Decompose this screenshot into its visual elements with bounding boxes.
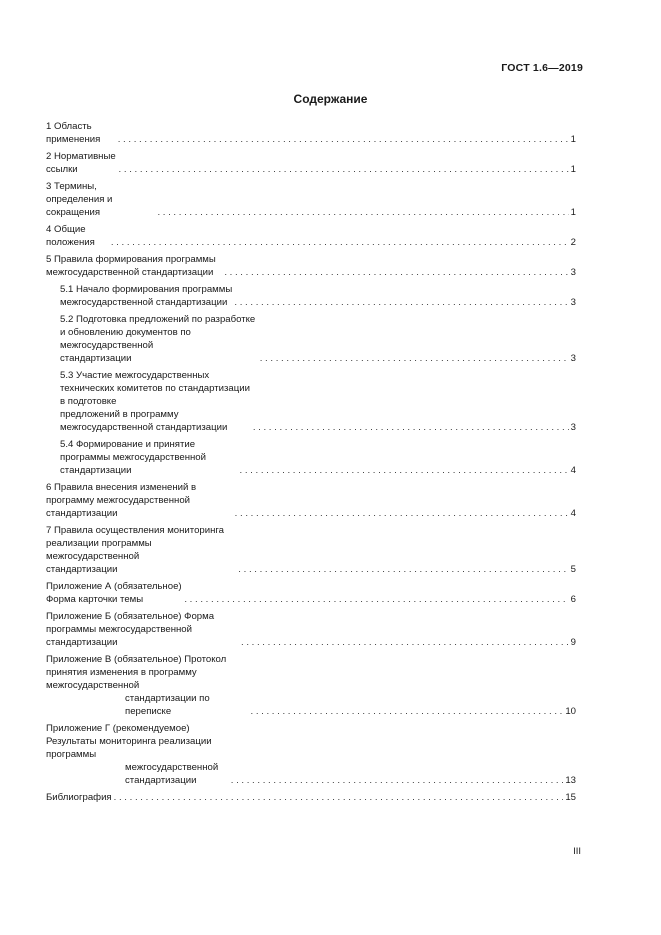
toc-entry[interactable] xyxy=(46,481,576,520)
toc-entry-label xyxy=(46,223,109,249)
toc-entry[interactable] xyxy=(46,369,576,434)
toc-entry-page: 3 xyxy=(570,353,576,364)
toc-entry-line: 5.4 Формирование и принятие программы межгосударственной стандартизации xyxy=(60,439,207,476)
toc-entry-line: стандартизации xyxy=(46,564,118,575)
toc-entry[interactable] xyxy=(46,580,576,606)
toc-entry[interactable] xyxy=(46,791,576,804)
toc-entry-line: 5 Правила формирования программы межгосударственной стандартизации xyxy=(46,254,216,278)
dot-leader xyxy=(238,563,568,576)
toc-entry-label xyxy=(46,722,229,787)
dot-leader xyxy=(114,791,564,804)
toc-entry-line: 3 Термины, определения и сокращения xyxy=(46,181,113,218)
document-designation: ГОСТ 1.6—2019 xyxy=(501,62,583,74)
toc-entry-page: 5 xyxy=(570,564,576,575)
toc-entry-page: 6 xyxy=(570,594,576,605)
dot-leader xyxy=(235,507,569,520)
toc-entry-line: Библиография xyxy=(46,792,112,803)
toc-entry-label xyxy=(60,283,232,309)
toc-entry-page: 4 xyxy=(570,508,576,519)
toc-entry-label xyxy=(46,120,116,146)
toc-entry[interactable] xyxy=(46,610,576,649)
toc-entry-line: стандартизации по переписке xyxy=(125,693,210,717)
toc-entry-page: 1 xyxy=(570,207,576,218)
dot-leader xyxy=(240,464,569,477)
toc-entry-label xyxy=(60,369,251,434)
dot-leader xyxy=(224,266,568,279)
dot-leader xyxy=(250,705,563,718)
toc-entry-line: Приложение Г (рекомендуемое) Результаты мониторинга реализации программы xyxy=(46,723,212,760)
toc-entry[interactable] xyxy=(46,253,576,279)
toc-entry[interactable] xyxy=(46,150,576,176)
toc-entry[interactable] xyxy=(46,223,576,249)
toc-entry-page: 9 xyxy=(570,637,576,648)
toc-entry-label xyxy=(46,150,117,176)
toc-entry-line: 7 Правила осуществления мониторинга реализации программы межгосударственной xyxy=(46,525,225,562)
toc-entry-page: 4 xyxy=(570,465,576,476)
page-number: III xyxy=(573,846,581,857)
toc-entry-label xyxy=(46,610,239,649)
dot-leader xyxy=(231,774,564,787)
dot-leader xyxy=(119,163,569,176)
toc-entry-line: 5.2 Подготовка предложений по разработке и обновлению документов по межгосударственной xyxy=(60,314,256,351)
toc-entry-line: Приложение А (обязательное) Форма карточки темы xyxy=(46,581,182,605)
toc-entry-page: 1 xyxy=(570,164,576,175)
dot-leader xyxy=(253,421,569,434)
toc-entry-label xyxy=(46,180,155,219)
toc-entry[interactable] xyxy=(46,283,576,309)
toc-entry-line: стандартизации xyxy=(60,353,132,364)
toc-entry-label xyxy=(46,253,222,279)
toc-entry-page: 13 xyxy=(565,775,576,786)
toc-entry[interactable] xyxy=(46,180,576,219)
dot-leader xyxy=(184,593,568,606)
toc-entry[interactable] xyxy=(46,313,576,365)
toc-entry-label xyxy=(46,524,236,576)
toc-entry-line: Приложение В (обязательное) Протокол принятия изменения в программу межгосударственной xyxy=(46,654,227,691)
dot-leader xyxy=(118,133,569,146)
toc-entry-page: 10 xyxy=(565,706,576,717)
toc-entry-line: межгосударственной стандартизации xyxy=(125,762,219,786)
toc-entry-page: 1 xyxy=(570,134,576,145)
toc-entry-line: 5.3 Участие межгосударственных технических комитетов по стандартизации в подготовке xyxy=(60,370,250,407)
table-of-contents xyxy=(46,120,576,808)
toc-entry-line: Приложение Б (обязательное) Форма программы межгосударственной стандартизации xyxy=(46,611,215,648)
toc-entry-page: 3 xyxy=(570,422,576,433)
dot-leader xyxy=(157,206,568,219)
toc-entry[interactable] xyxy=(46,438,576,477)
dot-leader xyxy=(111,236,569,249)
toc-entry-label xyxy=(46,481,233,520)
toc-entry-label xyxy=(46,791,112,804)
toc-entry-page: 3 xyxy=(570,267,576,278)
toc-entry-page: 2 xyxy=(570,237,576,248)
dot-leader xyxy=(260,352,569,365)
toc-entry-line: 1 Область применения xyxy=(46,121,101,145)
toc-entry[interactable] xyxy=(46,524,576,576)
toc-entry-line: 6 Правила внесения изменений в программу межгосударственной стандартизации xyxy=(46,482,197,519)
toc-entry-page: 15 xyxy=(565,792,576,803)
toc-title: Содержание xyxy=(293,92,368,106)
toc-entry-label xyxy=(46,580,182,606)
dot-leader xyxy=(241,636,569,649)
toc-entry-label xyxy=(46,653,248,718)
toc-entry[interactable] xyxy=(46,120,576,146)
toc-entry[interactable] xyxy=(46,722,576,787)
toc-entry-page: 3 xyxy=(570,297,576,308)
toc-entry-label xyxy=(60,313,258,365)
toc-entry[interactable] xyxy=(46,653,576,718)
toc-entry-line: предложений в программу межгосударственной стандартизации xyxy=(60,409,228,433)
toc-entry-label xyxy=(60,438,238,477)
toc-entry-line: 4 Общие положения xyxy=(46,224,95,248)
toc-entry-line: 5.1 Начало формирования программы межгосударственной стандартизации xyxy=(60,284,233,308)
toc-entry-line: 2 Нормативные ссылки xyxy=(46,151,116,175)
dot-leader xyxy=(234,296,568,309)
